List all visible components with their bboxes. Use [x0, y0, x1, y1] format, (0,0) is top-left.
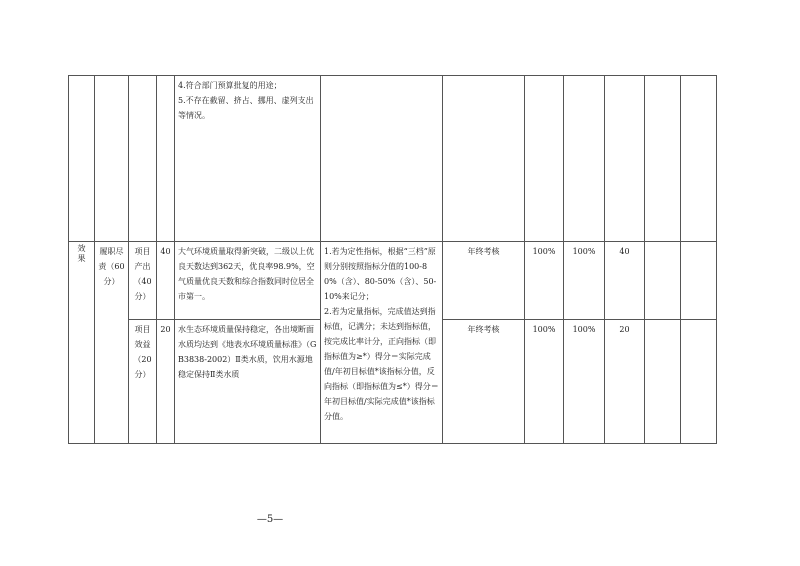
method-cell: 年终考核 — [443, 320, 525, 444]
category-cell — [69, 242, 95, 444]
category-label: 效果 — [77, 244, 86, 264]
sub-category-label: 履职尽责（60分） — [98, 247, 125, 286]
method-cell: 年终考核 — [443, 242, 525, 320]
table-row — [69, 76, 717, 242]
item-line: 4.符合部门预算批复的用途； — [178, 81, 282, 90]
sub-category-cell — [95, 242, 129, 444]
score-cell: 20 — [605, 320, 645, 444]
value1-cell: 100% — [525, 242, 564, 320]
value1-cell: 100% — [525, 320, 564, 444]
value2-cell: 100% — [564, 242, 605, 320]
criteria-line: 1.若为定性指标，根据“三档”原则分别按照指标分值的100-80%（含）、80-50%（含）、50-10%来记分； — [324, 247, 437, 301]
weight-cell: 40 — [157, 242, 175, 320]
page-number: —5— — [256, 514, 284, 525]
value2-cell: 100% — [564, 320, 605, 444]
row-label-cell: 项目产出（40分） — [129, 242, 157, 320]
criteria-line: 2.若为定量指标，完成值达到指标值，记满分；未达到指标值，按完成比率计分，正向指标（即指标值为≥*）得分＝实际完成值/年初目标值*该指标分值，反向指标（即指标值为≤*）得分＝年初目标值/实际完成值*该指标分值。 — [324, 307, 439, 421]
criteria-cell — [321, 242, 443, 444]
item-content-cell — [175, 76, 321, 242]
score-cell: 40 — [605, 242, 645, 320]
item-line: 5.不存在截留、挤占、挪用、虚列支出等情况。 — [178, 96, 314, 120]
table-row — [69, 242, 717, 320]
performance-table — [68, 75, 717, 444]
content-cell: 水生态环境质量保持稳定，各出境断面水质均达到《地表水环境质量标准》（GB3838-2002）Ⅱ类水质，饮用水源地稳定保持Ⅱ类水质 — [175, 320, 321, 444]
weight-cell: 20 — [157, 320, 175, 444]
content-cell: 大气环境质量取得新突破，二级以上优良天数达到362天，优良率98.9%，空气质量优良天数和综合指数同时位居全市第一。 — [175, 242, 321, 320]
row-label-cell: 项目效益（20分） — [129, 320, 157, 444]
